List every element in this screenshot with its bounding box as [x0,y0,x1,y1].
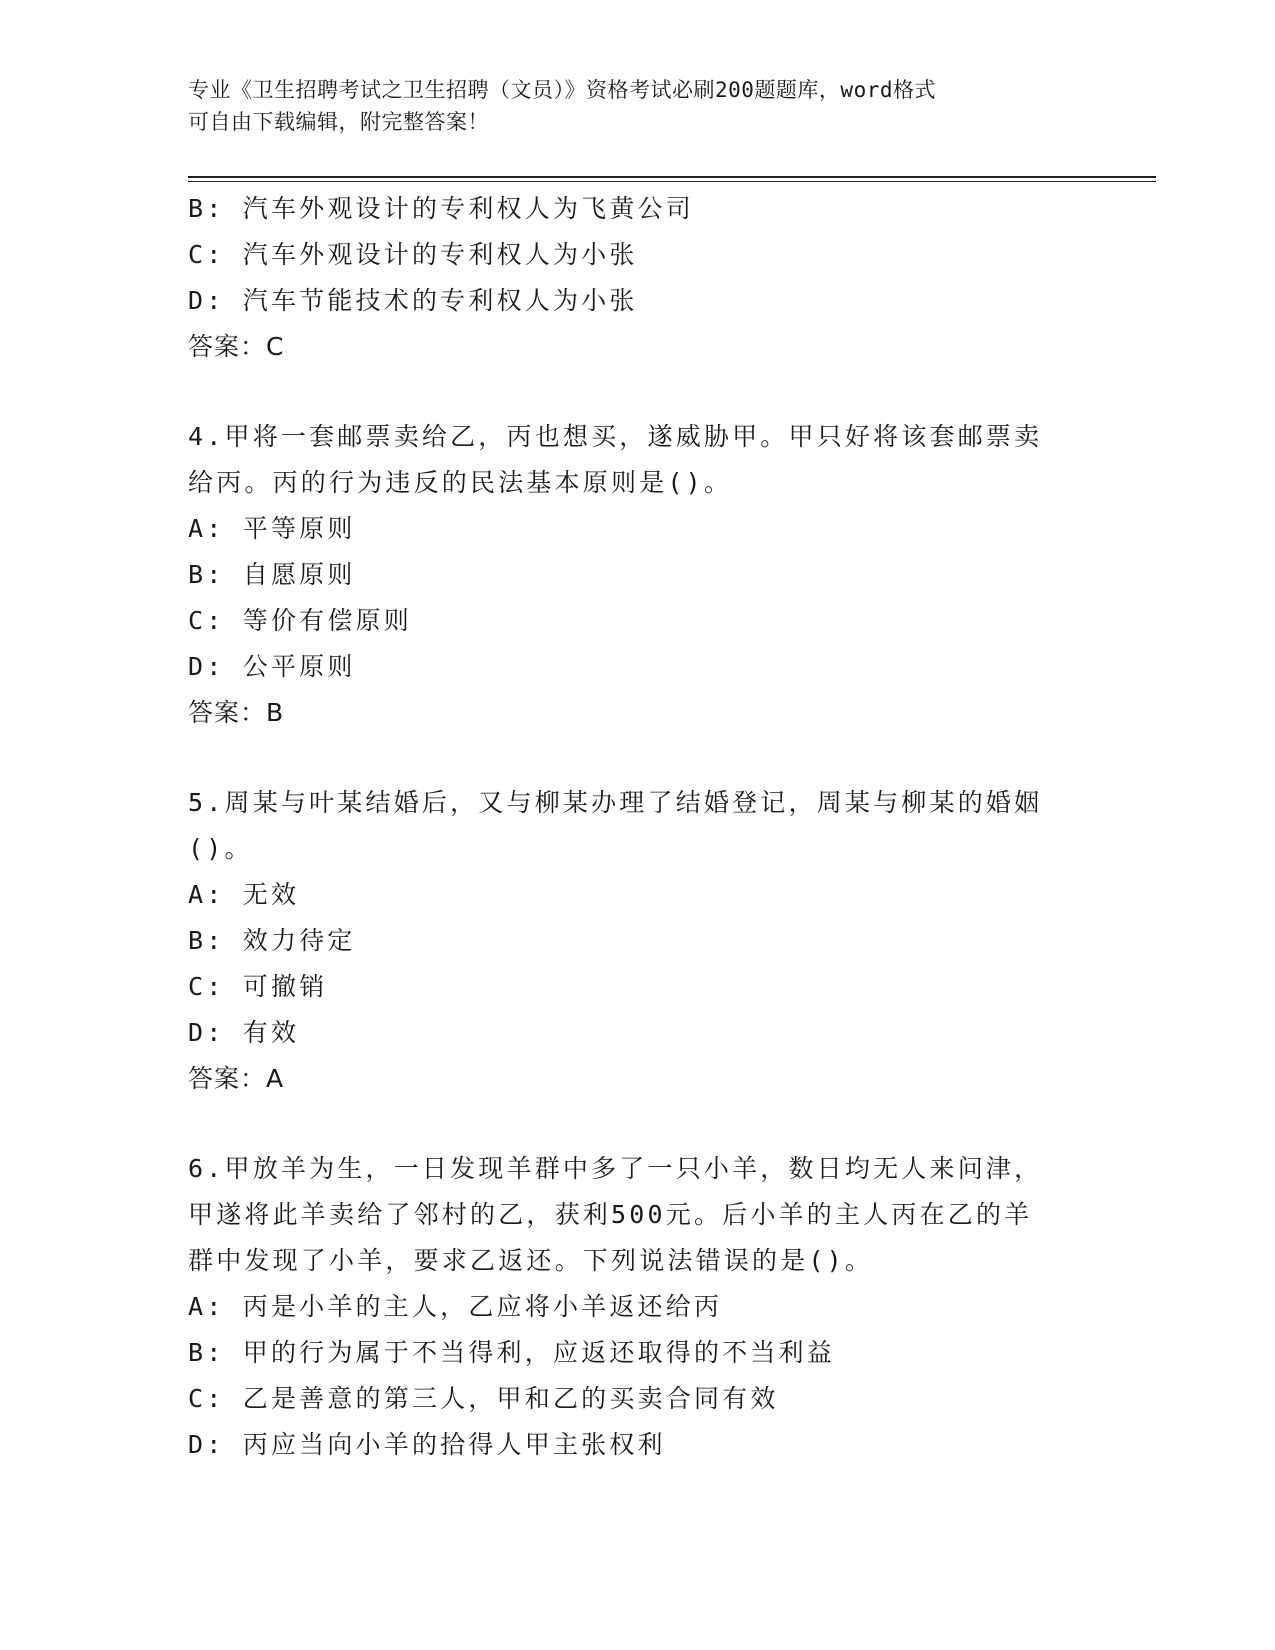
question-text-line: 6.甲放羊为生，一日发现羊群中多了一只小羊，数日均无人来问津， [188,1154,1043,1183]
header-divider [188,176,1156,182]
option-b: B: 汽车外观设计的专利权人为飞黄公司 [188,194,694,223]
answer-label: 答案：C [188,332,285,361]
option-d: D: 有效 [188,1018,300,1047]
option-a: A: 丙是小羊的主人，乙应将小羊返还给丙 [188,1292,723,1321]
option-d: D: 丙应当向小羊的拾得人甲主张权利 [188,1430,666,1459]
question-text-line: 5.周某与叶某结婚后，又与柳某办理了结婚登记，周某与柳某的婚姻 [188,788,1043,817]
option-c: C: 乙是善意的第三人，甲和乙的买卖合同有效 [188,1384,779,1413]
header-title-line-1: 专业《卫生招聘考试之卫生招聘（文员）》资格考试必刷200题题库，word格式 [188,78,936,102]
question-text-line: 甲遂将此羊卖给了邻村的乙，获利500元。后小羊的主人丙在乙的羊 [188,1200,1033,1229]
option-c: C: 汽车外观设计的专利权人为小张 [188,240,638,269]
header-title-line-2: 可自由下载编辑，附完整答案！ [188,110,489,134]
answer-label: 答案：A [188,1064,285,1093]
question-text-line: 4.甲将一套邮票卖给乙，丙也想买，遂威胁甲。甲只好将该套邮票卖 [188,422,1043,451]
option-c: C: 可撤销 [188,972,328,1001]
option-b: B: 效力待定 [188,926,356,955]
question-6 [188,1146,1068,1468]
question-4 [188,414,1068,736]
option-b: B: 甲的行为属于不当得利，应返还取得的不当利益 [188,1338,835,1367]
option-d: D: 汽车节能技术的专利权人为小张 [188,286,638,315]
option-d: D: 公平原则 [188,652,356,681]
option-c: C: 等价有偿原则 [188,606,412,635]
question-text-line: ()。 [188,834,253,863]
question-text-line: 群中发现了小羊，要求乙返还。下列说法错误的是()。 [188,1246,874,1275]
option-a: A: 平等原则 [188,514,356,543]
question-3-tail [188,186,1068,370]
option-a: A: 无效 [188,880,300,909]
document-body [188,186,1068,1512]
option-b: B: 自愿原则 [188,560,356,589]
document-header [188,74,1068,138]
question-text-line: 给丙。丙的行为违反的民法基本原则是()。 [188,468,733,497]
answer-label: 答案：B [188,698,285,727]
question-5 [188,780,1068,1102]
